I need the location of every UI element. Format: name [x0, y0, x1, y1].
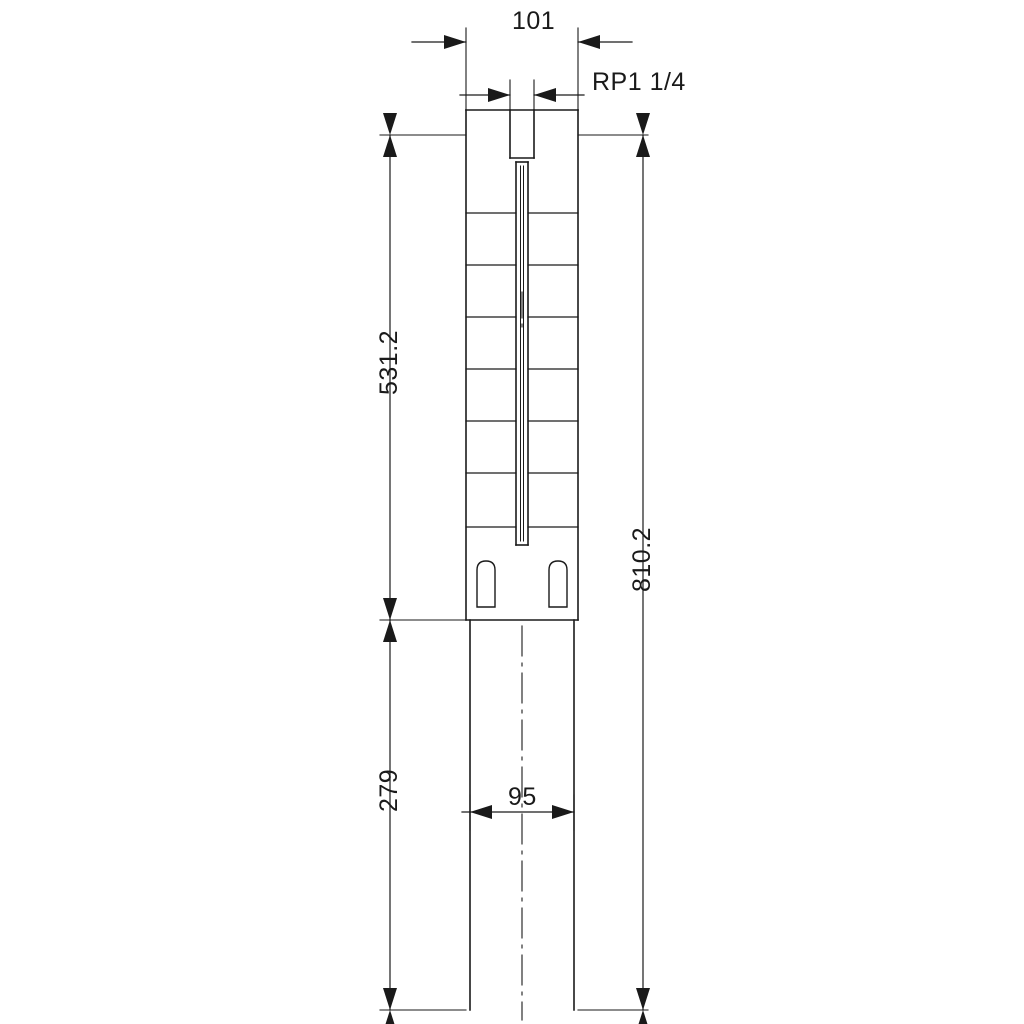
discharge-spigot	[510, 110, 534, 158]
dimension-label-height-upper: 531.2	[375, 329, 403, 395]
dimension-label-width-top: 101	[512, 7, 556, 35]
pump-housing-outline	[466, 110, 578, 620]
extension-lines	[380, 28, 648, 1010]
dimension-label-width-bottom: 95	[508, 783, 537, 811]
central-shaft	[516, 162, 528, 545]
pump-stage-dividers	[466, 213, 578, 527]
dimension-label-height-lower: 279	[375, 768, 403, 812]
dimension-label-thread-callout: RP1 1/4	[592, 68, 686, 96]
dimension-label-height-total: 810.2	[628, 526, 656, 592]
suction-inlet-slots	[477, 561, 567, 607]
